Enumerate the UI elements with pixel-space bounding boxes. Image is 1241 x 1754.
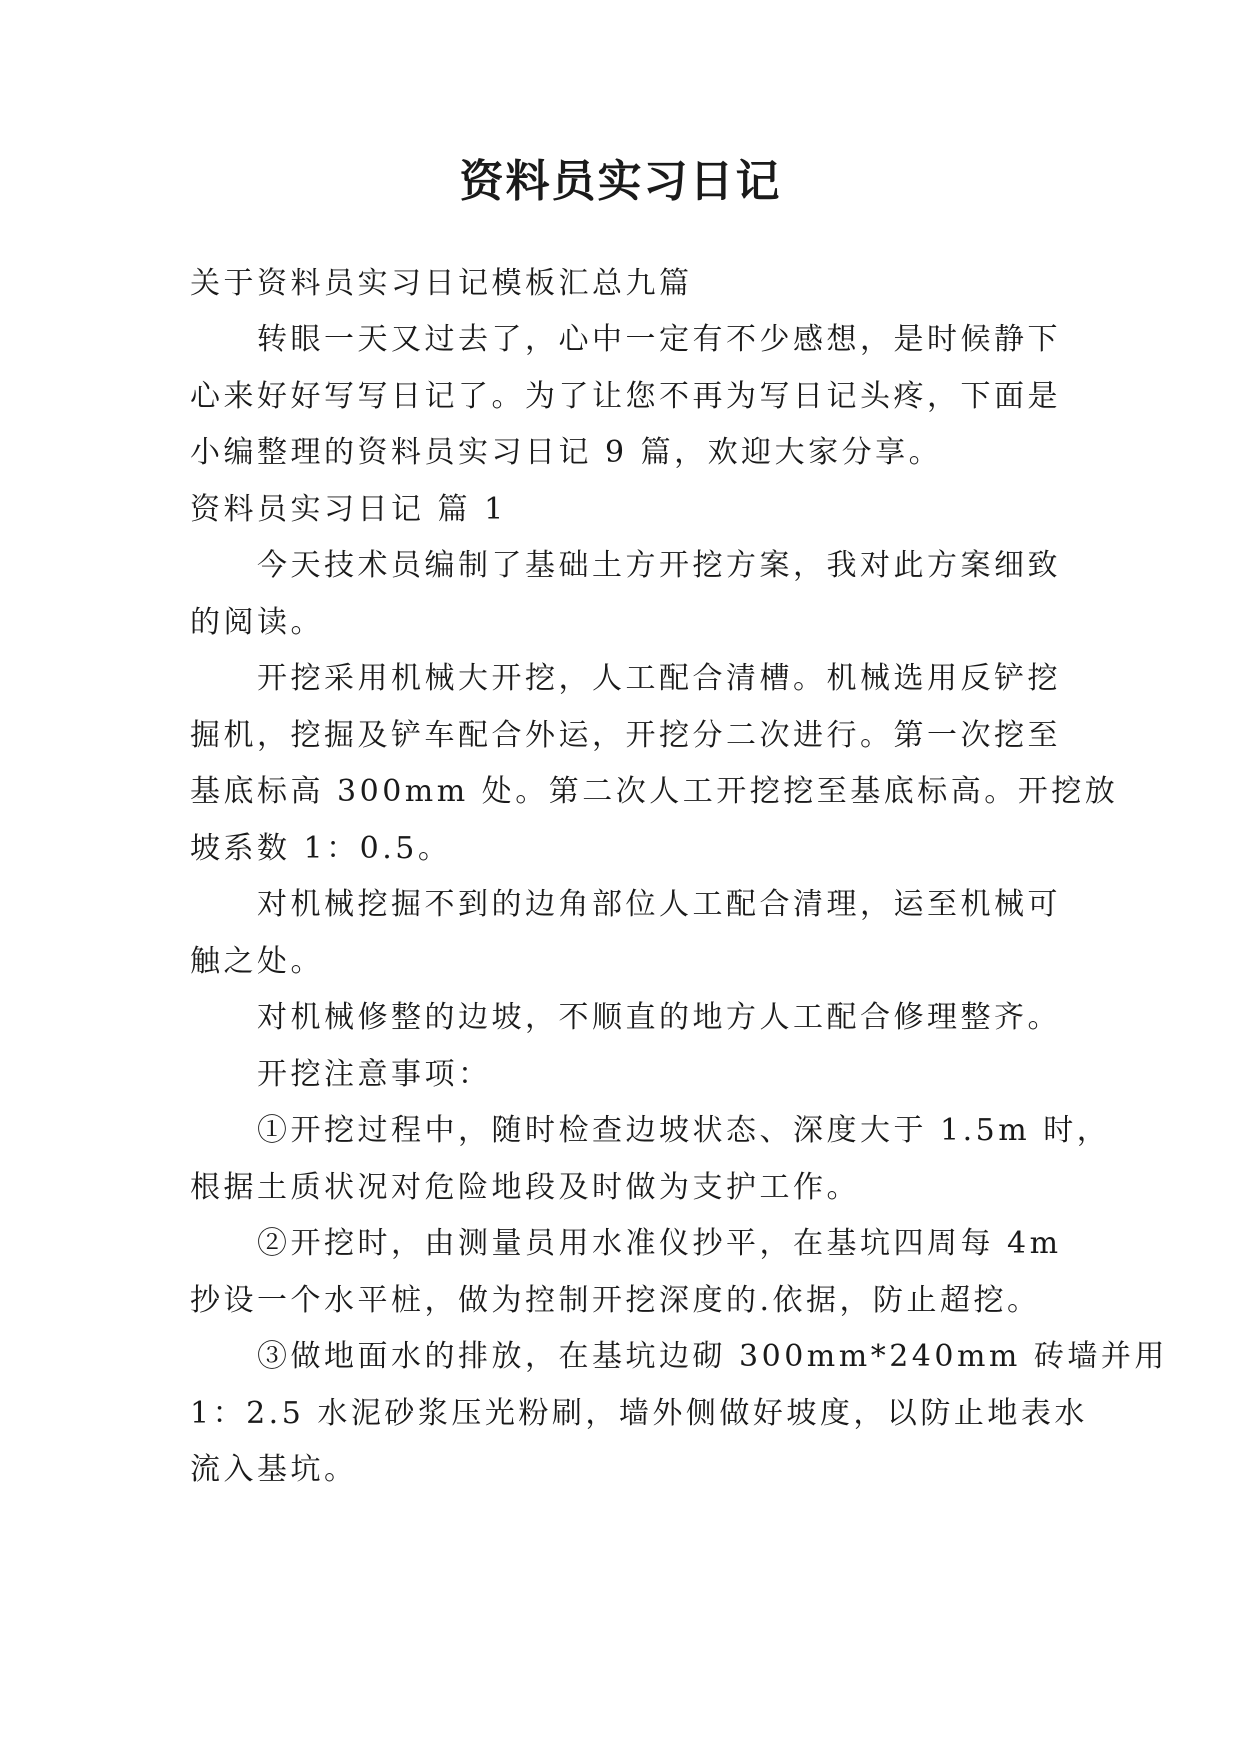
paragraph-line: ③做地面水的排放，在基坑边砌 300mm*240mm 砖墙并用	[257, 1339, 1168, 1374]
subtitle-line: 关于资料员实习日记模板汇总九篇	[190, 266, 693, 301]
paragraph-line: 流入基坑。	[190, 1452, 358, 1487]
paragraph-line: 基底标高 300mm 处。第二次人工开挖挖至基底标高。开挖放	[190, 774, 1119, 809]
paragraph-line: 触之处。	[190, 944, 324, 979]
document-title: 资料员实习日记	[459, 156, 782, 207]
paragraph-line: 对机械修整的边坡，不顺直的地方人工配合修理整齐。	[257, 1000, 1061, 1035]
paragraph-line: ①开挖过程中，随时检查边坡状态、深度大于 1.5m 时，	[257, 1113, 1111, 1148]
paragraph-line: 抄设一个水平桩，做为控制开挖深度的.依据，防止超挖。	[190, 1283, 1041, 1318]
paragraph-line: 开挖注意事项：	[257, 1057, 492, 1092]
paragraph-line: ②开挖时，由测量员用水准仪抄平，在基坑四周每 4m	[257, 1226, 1062, 1261]
paragraph-line: 小编整理的资料员实习日记 9 篇，欢迎大家分享。	[190, 435, 943, 470]
paragraph-line: 的阅读。	[190, 605, 324, 640]
paragraph-line: 掘机，挖掘及铲车配合外运，开挖分二次进行。第一次挖至	[190, 718, 1061, 753]
section-heading: 资料员实习日记 篇 1	[190, 492, 507, 527]
paragraph-line: 开挖采用机械大开挖，人工配合清槽。机械选用反铲挖	[257, 661, 1061, 696]
paragraph-line: 今天技术员编制了基础土方开挖方案，我对此方案细致	[257, 548, 1061, 583]
paragraph-line: 坡系数 1：0.5。	[190, 831, 452, 866]
paragraph-line: 根据土质状况对危险地段及时做为支护工作。	[190, 1170, 860, 1205]
paragraph-line: 心来好好写写日记了。为了让您不再为写日记头疼，下面是	[190, 379, 1061, 414]
paragraph-line: 1：2.5 水泥砂浆压光粉刷，墙外侧做好坡度，以防止地表水	[190, 1396, 1088, 1431]
paragraph-line: 转眼一天又过去了，心中一定有不少感想，是时候静下	[257, 322, 1061, 357]
paragraph-line: 对机械挖掘不到的边角部位人工配合清理，运至机械可	[257, 887, 1061, 922]
